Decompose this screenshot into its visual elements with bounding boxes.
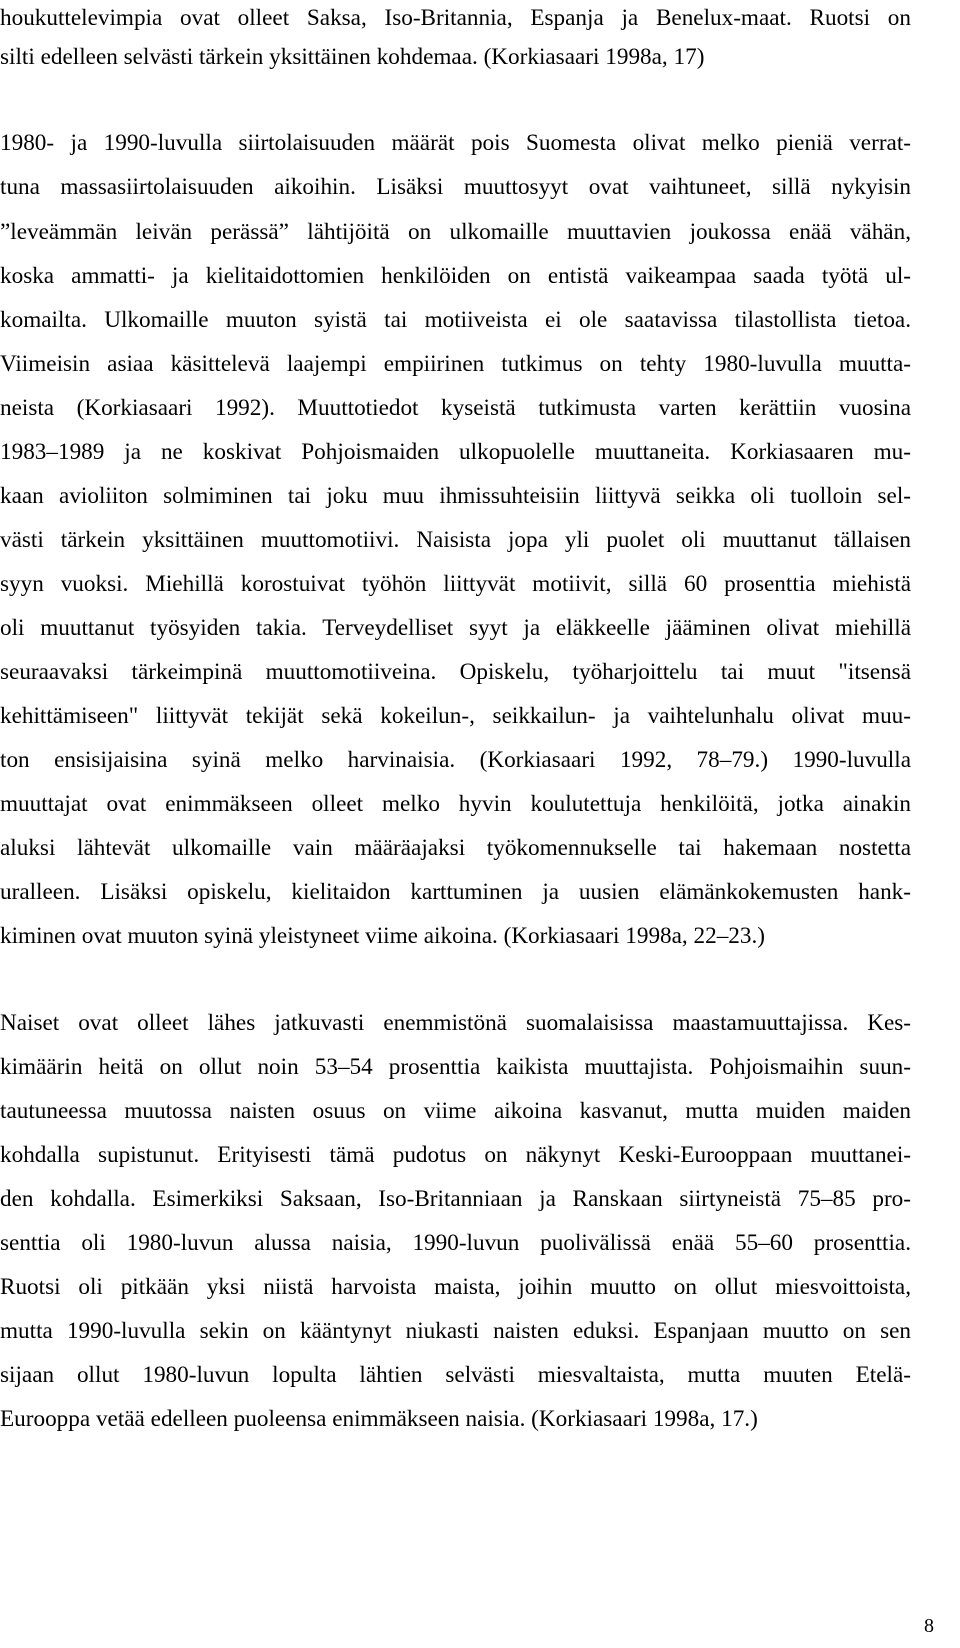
text-line: aluksi lähtevät ulkomaille vain määräajaksi työkomennukselle tai hakemaan nostetta bbox=[0, 835, 911, 861]
text-line: Ruotsi oli pitkään yksi niistä harvoista maista, joihin muutto on ollut miesvoittoista, bbox=[0, 1274, 911, 1300]
text-line: senttia oli 1980-luvun alussa naisia, 1990-luvun puolivälissä enää 55–60 prosenttia. bbox=[0, 1230, 911, 1256]
text-line: seuraavaksi tärkeimpinä muuttomotiiveina. Opiskelu, työharjoittelu tai muut "itsensä bbox=[0, 659, 911, 685]
text-line: Viimeisin asiaa käsittelevä laajempi empiirinen tutkimus on tehty 1980-luvulla muutta- bbox=[0, 351, 911, 377]
text-line: 1983–1989 ja ne koskivat Pohjoismaiden ulkopuolelle muuttaneita. Korkiasaaren mu- bbox=[0, 439, 911, 465]
text-line: mutta 1990-luvulla sekin on kääntynyt niukasti naisten eduksi. Espanjaan muutto on sen bbox=[0, 1318, 911, 1344]
text-line: kehittämiseen" liittyvät tekijät sekä kokeilun-, seikkailun- ja vaihtelunhalu olivat muu- bbox=[0, 703, 911, 729]
text-line: oli muuttanut työsyiden takia. Terveydelliset syyt ja eläkkeelle jääminen olivat miehillä bbox=[0, 615, 911, 641]
text-line: uralleen. Lisäksi opiskelu, kielitaidon karttuminen ja uusien elämänkokemusten hank- bbox=[0, 879, 911, 905]
text-line: syyn vuoksi. Miehillä korostuivat työhön liittyvät motiivit, sillä 60 prosenttia miehistä bbox=[0, 571, 911, 597]
text-line: sijaan ollut 1980-luvun lopulta lähtien selvästi miesvaltaista, mutta muuten Etelä- bbox=[0, 1362, 911, 1388]
text-line: kimäärin heitä on ollut noin 53–54 prosenttia kaikista muuttajista. Pohjoismaihin suun- bbox=[0, 1054, 911, 1080]
text-line: västi tärkein yksittäinen muuttomotiivi. Naisista jopa yli puolet oli muuttanut tällaisen bbox=[0, 527, 911, 553]
text-line: kohdalla supistunut. Erityisesti tämä pudotus on näkynyt Keski-Eurooppaan muuttanei- bbox=[0, 1142, 911, 1168]
page-number: 8 bbox=[924, 1615, 934, 1637]
text-line: den kohdalla. Esimerkiksi Saksaan, Iso-Britanniaan ja Ranskaan siirtyneistä 75–85 pro- bbox=[0, 1186, 911, 1212]
text-line: kiminen ovat muuton syinä yleistyneet viime aikoina. (Korkiasaari 1998a, 22–23.) bbox=[0, 923, 766, 949]
text-line: komailta. Ulkomaille muuton syistä tai motiiveista ei ole saatavissa tilastollista tietoa. bbox=[0, 307, 911, 333]
text-line: tautuneessa muutossa naisten osuus on viime aikoina kasvanut, mutta muiden maiden bbox=[0, 1098, 911, 1124]
text-line: Eurooppa vetää edelleen puoleensa enimmäkseen naisia. (Korkiasaari 1998a, 17.) bbox=[0, 1406, 758, 1432]
text-line: 1980- ja 1990-luvulla siirtolaisuuden määrät pois Suomesta olivat melko pieniä verrat- bbox=[0, 130, 911, 156]
text-line: kaan avioliiton solmiminen tai joku muu ihmissuhteisiin liittyvä seikka oli tuolloin sel- bbox=[0, 483, 911, 509]
text-line: tuna massasiirtolaisuuden aikoihin. Lisäksi muuttosyyt ovat vaihtuneet, sillä nykyisin bbox=[0, 174, 911, 200]
text-line: Naiset ovat olleet lähes jatkuvasti enemmistönä suomalaisissa maastamuuttajissa. Kes- bbox=[0, 1010, 911, 1036]
text-line: ton ensisijaisina syinä melko harvinaisia. (Korkiasaari 1992, 78–79.) 1990-luvulla bbox=[0, 747, 911, 773]
text-line: silti edelleen selvästi tärkein yksittäinen kohdemaa. (Korkiasaari 1998a, 17) bbox=[0, 44, 705, 70]
text-line: ”leveämmän leivän perässä” lähtijöitä on ulkomaille muuttavien joukossa enää vähän, bbox=[0, 219, 911, 245]
text-line: neista (Korkiasaari 1992). Muuttotiedot kyseistä tutkimusta varten kerättiin vuosina bbox=[0, 395, 911, 421]
text-line: muuttajat ovat enimmäkseen olleet melko hyvin koulutettuja henkilöitä, jotka ainakin bbox=[0, 791, 911, 817]
text-line: houkuttelevimpia ovat olleet Saksa, Iso-Britannia, Espanja ja Benelux-maat. Ruotsi on bbox=[0, 5, 911, 31]
text-line: koska ammatti- ja kielitaidottomien henkilöiden on entistä vaikeampaa saada työtä ul- bbox=[0, 263, 911, 289]
